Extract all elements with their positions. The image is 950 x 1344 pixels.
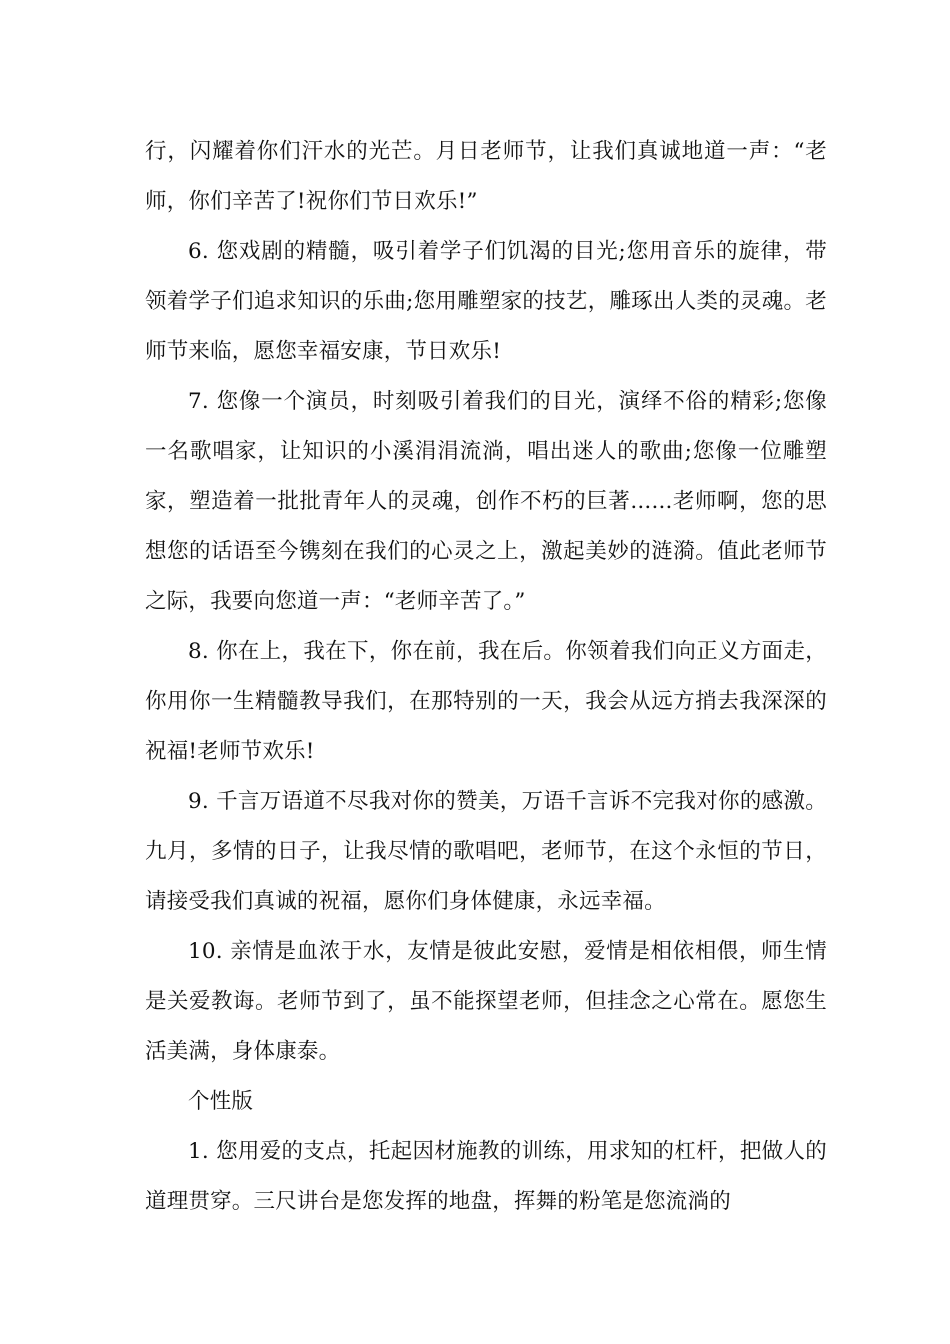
paragraph-item-7: 7. 您像一个演员，时刻吸引着我们的目光，演绎不俗的精彩;您像一名歌唱家，让知识的小溪涓涓流淌，唱出迷人的歌曲;您像一位雕塑家，塑造着一批批青年人的灵魂，创作不朽的巨著......老师啊，您的思想您的话语至今镌刻在我们的心灵之上，激起美妙的涟漪。值此老师节之际，我要向您道一声：“老师辛苦了。” — [145, 389, 827, 614]
paragraph-item-6: 6. 您戏剧的精髓，吸引着学子们饥渴的目光;您用音乐的旋律，带领着学子们追求知识的乐曲;您用雕塑家的技艺，雕琢出人类的灵魂。老师节来临，愿您幸福安康，节日欢乐! — [145, 239, 827, 364]
document-body — [145, 127, 827, 1227]
paragraph-item-1: 1. 您用爱的支点，托起因材施教的训练，用求知的杠杆，把做人的道理贯穿。三尺讲台是您发挥的地盘，挥舞的粉笔是您流淌的 — [145, 1139, 827, 1214]
paragraph-continuation: 行，闪耀着你们汗水的光芒。月日老师节，让我们真诚地道一声：“老师，你们辛苦了!祝你们节日欢乐!” — [145, 139, 827, 214]
section-heading: 个性版 — [188, 1089, 254, 1114]
paragraph-item-8: 8. 你在上，我在下，你在前，我在后。你领着我们向正义方面走，你用你一生精髓教导我们，在那特别的一天，我会从远方捎去我深深的祝福!老师节欢乐! — [145, 639, 827, 764]
paragraph-item-10: 10. 亲情是血浓于水，友情是彼此安慰，爱情是相依相偎，师生情是关爱教诲。老师节到了，虽不能探望老师，但挂念之心常在。愿您生活美满，身体康泰。 — [145, 939, 827, 1064]
paragraph-item-9: 9. 千言万语道不尽我对你的赞美，万语千言诉不完我对你的感激。九月，多情的日子，让我尽情的歌唱吧，老师节，在这个永恒的节日，请接受我们真诚的祝福，愿你们身体健康，永远幸福。 — [145, 789, 827, 914]
